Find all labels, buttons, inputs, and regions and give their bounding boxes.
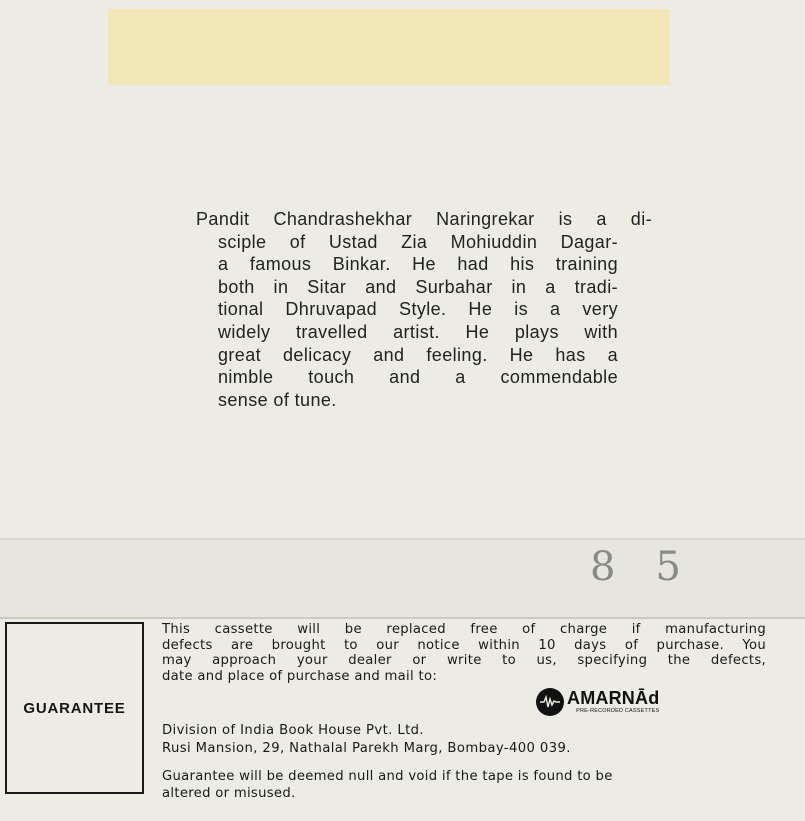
fold-crease xyxy=(0,617,805,619)
guarantee-line: date and place of purchase and mail to: xyxy=(162,668,438,684)
waveform-icon xyxy=(536,688,564,716)
bio-line: sense of tune. xyxy=(218,389,337,410)
stamp-digit: 8 xyxy=(590,544,618,590)
logo-name: AMARNĀd xyxy=(567,688,660,709)
company-address xyxy=(162,722,571,758)
amarnad-logo xyxy=(536,688,659,716)
guarantee-line: may approach your dealer or write to us, specifying the defects, xyxy=(162,653,766,669)
null-void-clause xyxy=(162,768,613,802)
bio-line: great delicacy and feeling. He has a xyxy=(218,344,618,365)
guarantee-line: defects are brought to our notice within 10 days of purchase. You xyxy=(162,637,766,653)
guarantee-line: This cassette will be replaced free of charge if manufacturing xyxy=(162,622,766,637)
stamp-digit: 5 xyxy=(655,544,683,590)
bio-line: Pandit Chandrashekhar Naringrekar is a di- xyxy=(196,209,652,229)
guarantee-title: GUARANTEE xyxy=(23,699,126,717)
fold-band xyxy=(0,540,805,618)
bio-line: both in Sitar and Surbahar in a tradi- xyxy=(218,276,618,297)
guarantee-box xyxy=(5,622,144,794)
address-line: Division of India Book House Pvt. Ltd. xyxy=(162,723,425,738)
stamped-number xyxy=(590,544,683,590)
bio-line: nimble touch and a commendable xyxy=(218,367,618,388)
bio-line: sciple of Ustad Zia Mohiuddin Dagar- xyxy=(218,231,618,252)
label-patch xyxy=(108,9,670,85)
null-clause-line: altered or misused. xyxy=(162,786,296,801)
guarantee-terms xyxy=(162,622,772,684)
null-clause-line: Guarantee will be deemed null and void if the tape is found to be xyxy=(162,769,613,784)
bio-line: tional Dhruvapad Style. He is a very xyxy=(218,299,618,320)
bio-line: widely travelled artist. He plays with xyxy=(218,321,618,342)
address-line: Rusi Mansion, 29, Nathalal Parekh Marg, Bombay-400 039. xyxy=(162,741,571,756)
bio-line: a famous Binkar. He had his training xyxy=(218,254,618,275)
logo-tagline: PRE-RECORDED CASSETTES xyxy=(576,708,660,715)
logo-wordmark xyxy=(567,689,659,715)
artist-biography xyxy=(196,208,652,411)
